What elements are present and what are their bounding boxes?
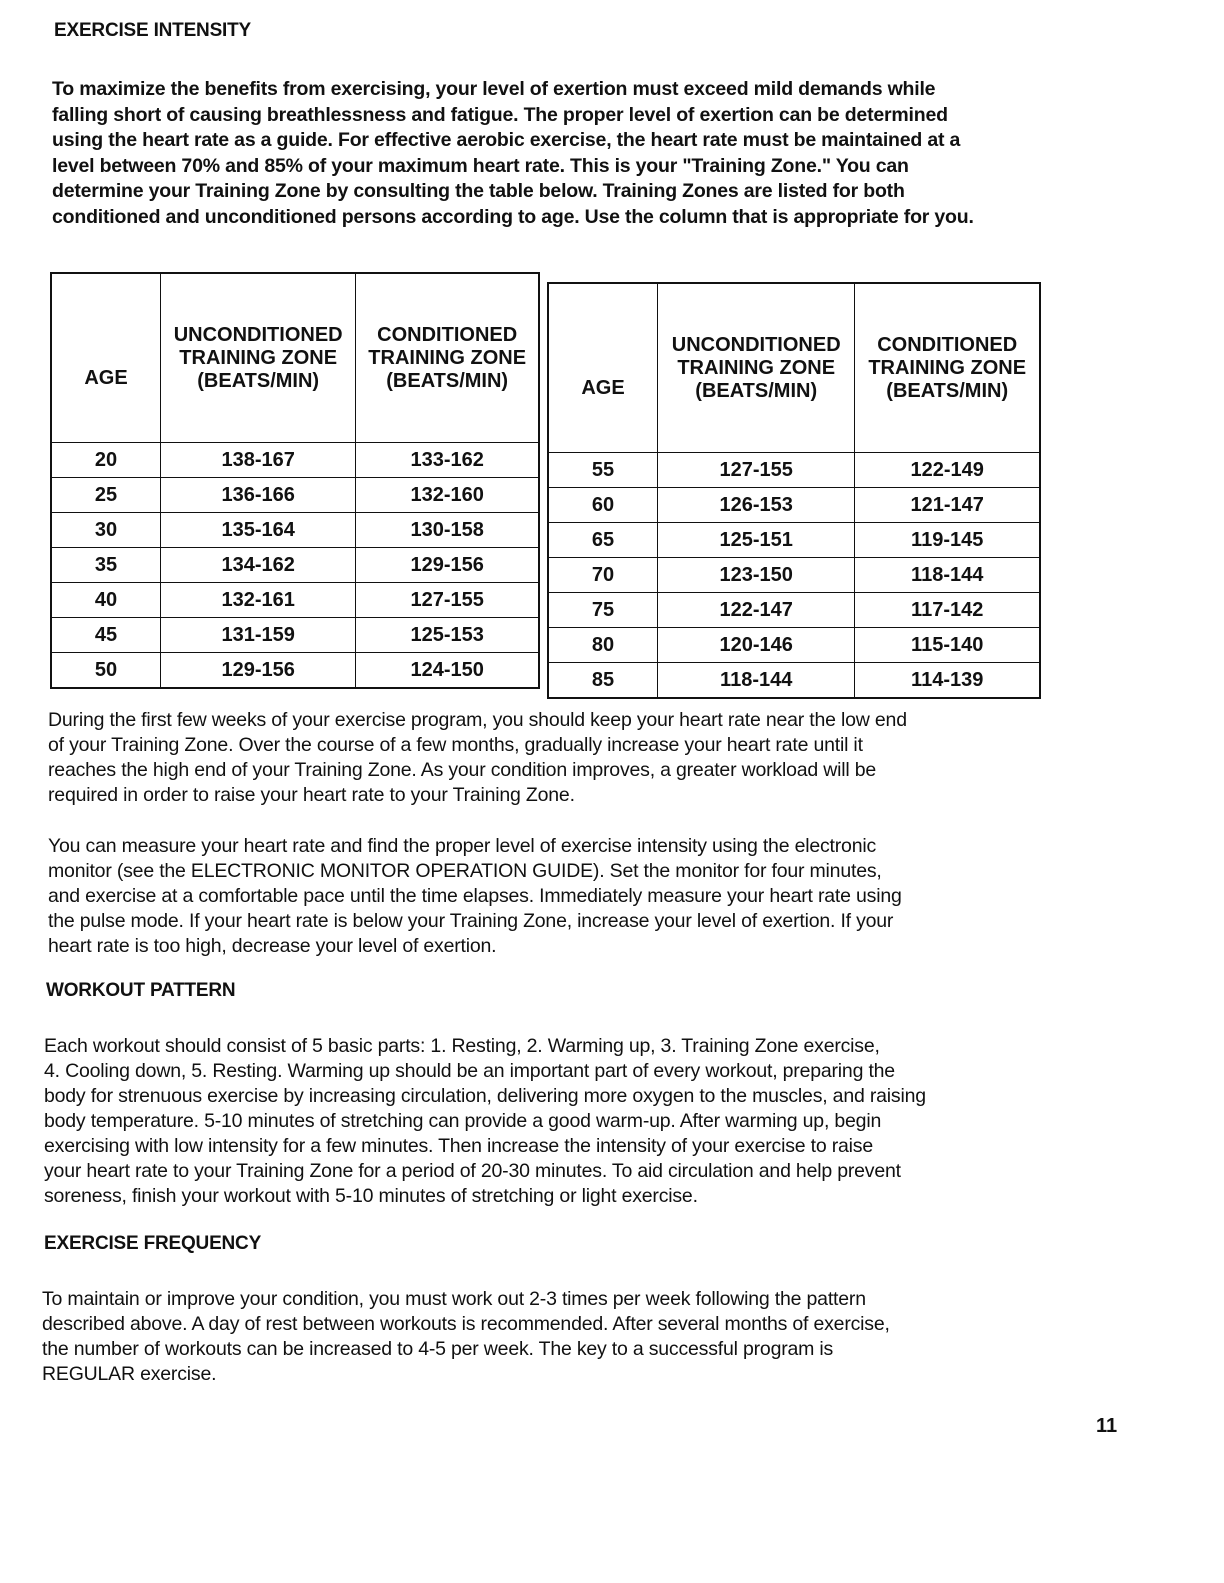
page-number: 11 — [1096, 1415, 1118, 1437]
text-line: soreness, finish your workout with 5-10 minutes of stretching or light exercise. — [44, 1185, 698, 1207]
conditioned-zone-cell: 119-145 — [855, 523, 1040, 558]
table-row — [548, 453, 1040, 488]
text-line: To maximize the benefits from exercising, your level of exertion must exceed mild demands while — [52, 78, 936, 100]
text-line: monitor (see the ELECTRONIC MONITOR OPERATION GUIDE). Set the monitor for four minutes, — [48, 860, 882, 882]
conditioned-zone-cell: 129-156 — [356, 548, 539, 583]
unconditioned-zone-cell: 134-162 — [161, 548, 356, 583]
conditioned-zone-cell: 115-140 — [855, 628, 1040, 663]
age-cell: 40 — [51, 583, 161, 618]
heading-exercise-intensity: EXERCISE INTENSITY — [54, 20, 251, 41]
table-row — [548, 663, 1040, 699]
unconditioned-zone-cell: 120-146 — [658, 628, 855, 663]
text-line: required in order to raise your heart rate to your Training Zone. — [48, 784, 575, 806]
unconditioned-zone-cell: 136-166 — [161, 478, 356, 513]
table-row — [51, 618, 539, 653]
table-row — [548, 628, 1040, 663]
text-line: Each workout should consist of 5 basic parts: 1. Resting, 2. Warming up, 3. Training Zone exercise, — [44, 1035, 880, 1057]
conditioned-zone-cell: 118-144 — [855, 558, 1040, 593]
table-row — [51, 653, 539, 689]
header-age — [51, 273, 161, 443]
text-line: and exercise at a comfortable pace until the time elapses. Immediately measure your heart rate using — [48, 885, 902, 907]
conditioned-zone-cell: 132-160 — [356, 478, 539, 513]
age-cell: 25 — [51, 478, 161, 513]
unconditioned-zone-cell: 132-161 — [161, 583, 356, 618]
header-line: TRAINING ZONE — [368, 346, 527, 369]
heading-workout-pattern: WORKOUT PATTERN — [46, 980, 236, 1001]
table-row — [548, 523, 1040, 558]
training-zone-table-right — [547, 282, 1041, 699]
text-line: During the first few weeks of your exercise program, you should keep your heart rate near the low end — [48, 709, 907, 731]
text-line: You can measure your heart rate and find the proper level of exercise intensity using the electronic — [48, 835, 877, 857]
header-row — [548, 283, 1040, 453]
age-cell: 30 — [51, 513, 161, 548]
text-line: exercising with low intensity for a few minutes. Then increase the intensity of your exercise to raise — [44, 1135, 873, 1157]
conditioned-zone-cell: 127-155 — [356, 583, 539, 618]
monitor-paragraph — [48, 834, 902, 959]
conditioned-zone-cell: 114-139 — [855, 663, 1040, 699]
text-line: described above. A day of rest between workouts is recommended. After several months of exercise, — [42, 1313, 890, 1335]
header-row — [51, 273, 539, 443]
text-line: heart rate is too high, decrease your level of exertion. — [48, 935, 497, 957]
conditioned-zone-cell: 121-147 — [855, 488, 1040, 523]
unconditioned-zone-cell: 131-159 — [161, 618, 356, 653]
header-line: CONDITIONED — [877, 333, 1018, 356]
heading-exercise-frequency: EXERCISE FREQUENCY — [44, 1233, 262, 1254]
age-cell: 80 — [548, 628, 658, 663]
text-line: using the heart rate as a guide. For effective aerobic exercise, the heart rate must be maintained at a — [52, 129, 961, 151]
text-line: the pulse mode. If your heart rate is below your Training Zone, increase your level of exertion. If your — [48, 910, 894, 932]
text-line: To maintain or improve your condition, you must work out 2-3 times per week following the pattern — [42, 1288, 866, 1310]
text-line: REGULAR exercise. — [42, 1363, 217, 1385]
text-line: your heart rate to your Training Zone for a period of 20-30 minutes. To aid circulation and help prevent — [44, 1160, 901, 1182]
conditioned-zone-cell: 133-162 — [356, 443, 539, 478]
unconditioned-zone-cell: 118-144 — [658, 663, 855, 699]
header-conditioned — [356, 273, 539, 443]
age-cell: 85 — [548, 663, 658, 699]
header-line: CONDITIONED — [377, 323, 518, 346]
training-zone-table-left — [50, 272, 540, 689]
workout-paragraph — [44, 1034, 926, 1209]
table-row — [51, 478, 539, 513]
progression-paragraph — [48, 708, 907, 808]
header-line: TRAINING ZONE — [677, 356, 836, 379]
table-row — [548, 558, 1040, 593]
conditioned-zone-cell: 130-158 — [356, 513, 539, 548]
header-age — [548, 283, 658, 453]
unconditioned-zone-cell: 123-150 — [658, 558, 855, 593]
age-cell: 20 — [51, 443, 161, 478]
header-line: UNCONDITIONED — [671, 333, 841, 356]
intensity-paragraph — [52, 77, 974, 230]
header-line: TRAINING ZONE — [868, 356, 1027, 379]
header-line: (BEATS/MIN) — [386, 369, 509, 392]
text-line: body temperature. 5-10 minutes of stretching can provide a good warm-up. After warming up, begin — [44, 1110, 882, 1132]
text-line: the number of workouts can be increased to 4-5 per week. The key to a successful program is — [42, 1338, 834, 1360]
header-unconditioned — [658, 283, 855, 453]
age-cell: 35 — [51, 548, 161, 583]
unconditioned-zone-cell: 138-167 — [161, 443, 356, 478]
conditioned-zone-cell: 125-153 — [356, 618, 539, 653]
unconditioned-zone-cell: 125-151 — [658, 523, 855, 558]
unconditioned-zone-cell: 135-164 — [161, 513, 356, 548]
header-line: TRAINING ZONE — [179, 346, 338, 369]
age-cell: 60 — [548, 488, 658, 523]
table-row — [51, 443, 539, 478]
text-line: level between 70% and 85% of your maximum heart rate. This is your "Training Zone." You can — [52, 154, 909, 177]
text-line: reaches the high end of your Training Zone. As your condition improves, a greater workload will be — [48, 759, 877, 781]
age-cell: 50 — [51, 653, 161, 689]
age-cell: 65 — [548, 523, 658, 558]
table-row — [51, 583, 539, 618]
header-line: AGE — [84, 366, 128, 389]
text-line: conditioned and unconditioned persons according to age. Use the column that is appropriate for you. — [52, 205, 974, 228]
header-unconditioned — [161, 273, 356, 443]
table-row — [548, 488, 1040, 523]
unconditioned-zone-cell: 122-147 — [658, 593, 855, 628]
header-line: UNCONDITIONED — [173, 323, 343, 346]
header-conditioned — [855, 283, 1040, 453]
age-cell: 55 — [548, 453, 658, 488]
table-row — [548, 593, 1040, 628]
table-row — [51, 548, 539, 583]
age-cell: 70 — [548, 558, 658, 593]
text-line: body for strenuous exercise by increasing circulation, delivering more oxygen to the muscles, and raising — [44, 1085, 926, 1107]
unconditioned-zone-cell: 126-153 — [658, 488, 855, 523]
conditioned-zone-cell: 122-149 — [855, 453, 1040, 488]
unconditioned-zone-cell: 127-155 — [658, 453, 855, 488]
age-cell: 45 — [51, 618, 161, 653]
header-line: (BEATS/MIN) — [695, 379, 818, 402]
header-line: (BEATS/MIN) — [886, 379, 1009, 402]
header-line: (BEATS/MIN) — [197, 369, 320, 392]
conditioned-zone-cell: 124-150 — [356, 653, 539, 689]
frequency-paragraph — [42, 1287, 890, 1387]
conditioned-zone-cell: 117-142 — [855, 593, 1040, 628]
header-line: AGE — [581, 376, 625, 399]
table-row — [51, 513, 539, 548]
unconditioned-zone-cell: 129-156 — [161, 653, 356, 689]
text-line: 4. Cooling down, 5. Resting. Warming up should be an important part of every workout, preparing the — [44, 1060, 895, 1082]
text-line: falling short of causing breathlessness and fatigue. The proper level of exertion can be determined — [52, 103, 948, 126]
text-line: determine your Training Zone by consulting the table below. Training Zones are listed for both — [52, 180, 905, 202]
age-cell: 75 — [548, 593, 658, 628]
text-line: of your Training Zone. Over the course of a few months, gradually increase your heart rate until it — [48, 734, 863, 756]
